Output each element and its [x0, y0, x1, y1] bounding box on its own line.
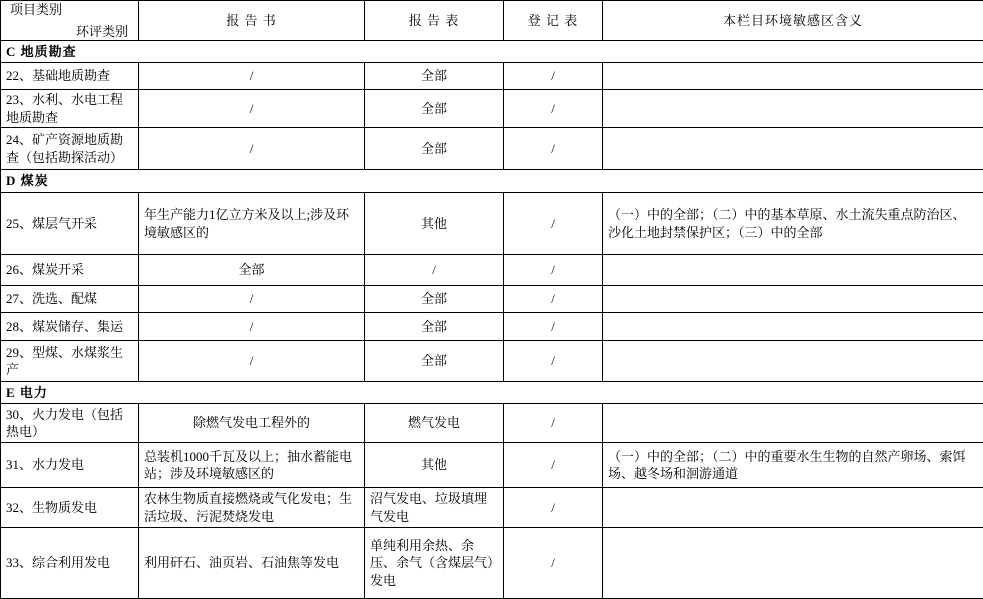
- cell-sensitive-area: [603, 255, 983, 286]
- cell-report-form: 燃气发电: [365, 404, 504, 443]
- table-row: [1, 313, 983, 341]
- cell-report-book: /: [139, 128, 365, 170]
- cell-project-category: 23、水利、水电工程地质勘查: [1, 90, 139, 128]
- column-header-sensitive-area: 本栏目环境敏感区含义: [603, 1, 983, 41]
- cell-report-book: 除燃气发电工程外的: [139, 404, 365, 443]
- section-title: D 煤炭: [1, 170, 983, 193]
- cell-project-category: 28、煤炭储存、集运: [1, 313, 139, 341]
- cell-sensitive-area: [603, 528, 983, 599]
- cell-sensitive-area: [603, 313, 983, 341]
- cell-registration-form: /: [504, 193, 603, 255]
- table-row: [1, 128, 983, 170]
- table-row: [1, 341, 983, 382]
- cell-registration-form: /: [504, 404, 603, 443]
- cell-report-form: 全部: [365, 128, 504, 170]
- cell-project-category: 27、洗选、配煤: [1, 286, 139, 313]
- cell-sensitive-area: [603, 341, 983, 382]
- section-title: C 地质勘查: [1, 41, 983, 63]
- cell-report-book: /: [139, 286, 365, 313]
- table-row: [1, 193, 983, 255]
- table-row: [1, 255, 983, 286]
- cell-registration-form: /: [504, 128, 603, 170]
- cell-project-category: 32、生物质发电: [1, 488, 139, 528]
- cell-report-form: 其他: [365, 443, 504, 488]
- cell-registration-form: /: [504, 286, 603, 313]
- cell-registration-form: /: [504, 341, 603, 382]
- cell-report-book: 全部: [139, 255, 365, 286]
- column-header-report-book: 报 告 书: [139, 1, 365, 41]
- cell-sensitive-area: [603, 286, 983, 313]
- cell-project-category: 22、基础地质勘查: [1, 63, 139, 90]
- table-row: [1, 286, 983, 313]
- cell-report-form: 全部: [365, 341, 504, 382]
- cell-sensitive-area: （一）中的全部；（二）中的重要水生生物的自然产卵场、索饵场、越冬场和洄游通道: [603, 443, 983, 488]
- table-row: [1, 90, 983, 128]
- corner-label-eia-category: 环评类别: [76, 23, 128, 40]
- table-row: [1, 528, 983, 599]
- cell-report-book: /: [139, 313, 365, 341]
- cell-project-category: 24、矿产资源地质勘查（包括勘探活动）: [1, 128, 139, 170]
- cell-project-category: 29、型煤、水煤浆生产: [1, 341, 139, 382]
- corner-label-project-category: 项目类别: [10, 1, 62, 18]
- table-row: [1, 63, 983, 90]
- table-row: [1, 404, 983, 443]
- column-header-report-form: 报 告 表: [365, 1, 504, 41]
- cell-report-form: 全部: [365, 313, 504, 341]
- section-header-row: [1, 170, 983, 193]
- cell-report-form: 沼气发电、垃圾填埋气发电: [365, 488, 504, 528]
- table-row: [1, 488, 983, 528]
- cell-project-category: 26、煤炭开采: [1, 255, 139, 286]
- cell-report-book: /: [139, 90, 365, 128]
- cell-sensitive-area: [603, 63, 983, 90]
- cell-registration-form: /: [504, 528, 603, 599]
- cell-registration-form: /: [504, 255, 603, 286]
- cell-report-book: /: [139, 63, 365, 90]
- cell-report-book: 农林生物质直接燃烧或气化发电；生活垃圾、污泥焚烧发电: [139, 488, 365, 528]
- cell-project-category: 33、综合利用发电: [1, 528, 139, 599]
- header-row: [1, 1, 983, 41]
- cell-sensitive-area: [603, 404, 983, 443]
- cell-sensitive-area: [603, 488, 983, 528]
- cell-registration-form: /: [504, 63, 603, 90]
- cell-report-form: /: [365, 255, 504, 286]
- cell-report-book: 年生产能力1亿立方米及以上;涉及环境敏感区的: [139, 193, 365, 255]
- corner-header-cell: [1, 1, 139, 41]
- cell-report-book: 利用矸石、油页岩、石油焦等发电: [139, 528, 365, 599]
- cell-report-form: 全部: [365, 90, 504, 128]
- cell-project-category: 31、水力发电: [1, 443, 139, 488]
- cell-report-form: 其他: [365, 193, 504, 255]
- cell-registration-form: /: [504, 90, 603, 128]
- cell-registration-form: /: [504, 443, 603, 488]
- cell-registration-form: /: [504, 313, 603, 341]
- cell-registration-form: /: [504, 488, 603, 528]
- table-row: [1, 443, 983, 488]
- cell-sensitive-area: [603, 128, 983, 170]
- cell-sensitive-area: [603, 90, 983, 128]
- section-header-row: [1, 41, 983, 63]
- cell-report-form: 单纯利用余热、余压、余气（含煤层气）发电: [365, 528, 504, 599]
- cell-project-category: 25、煤层气开采: [1, 193, 139, 255]
- section-title: E 电力: [1, 382, 983, 404]
- cell-report-form: 全部: [365, 286, 504, 313]
- cell-sensitive-area: （一）中的全部；（二）中的基本草原、水土流失重点防治区、沙化土地封禁保护区；（三）中的全部: [603, 193, 983, 255]
- column-header-registration-form: 登 记 表: [504, 1, 603, 41]
- cell-project-category: 30、火力发电（包括热电）: [1, 404, 139, 443]
- cell-report-form: 全部: [365, 63, 504, 90]
- cell-report-book: /: [139, 341, 365, 382]
- cell-report-book: 总装机1000千瓦及以上；抽水蓄能电站；涉及环境敏感区的: [139, 443, 365, 488]
- section-header-row: [1, 382, 983, 404]
